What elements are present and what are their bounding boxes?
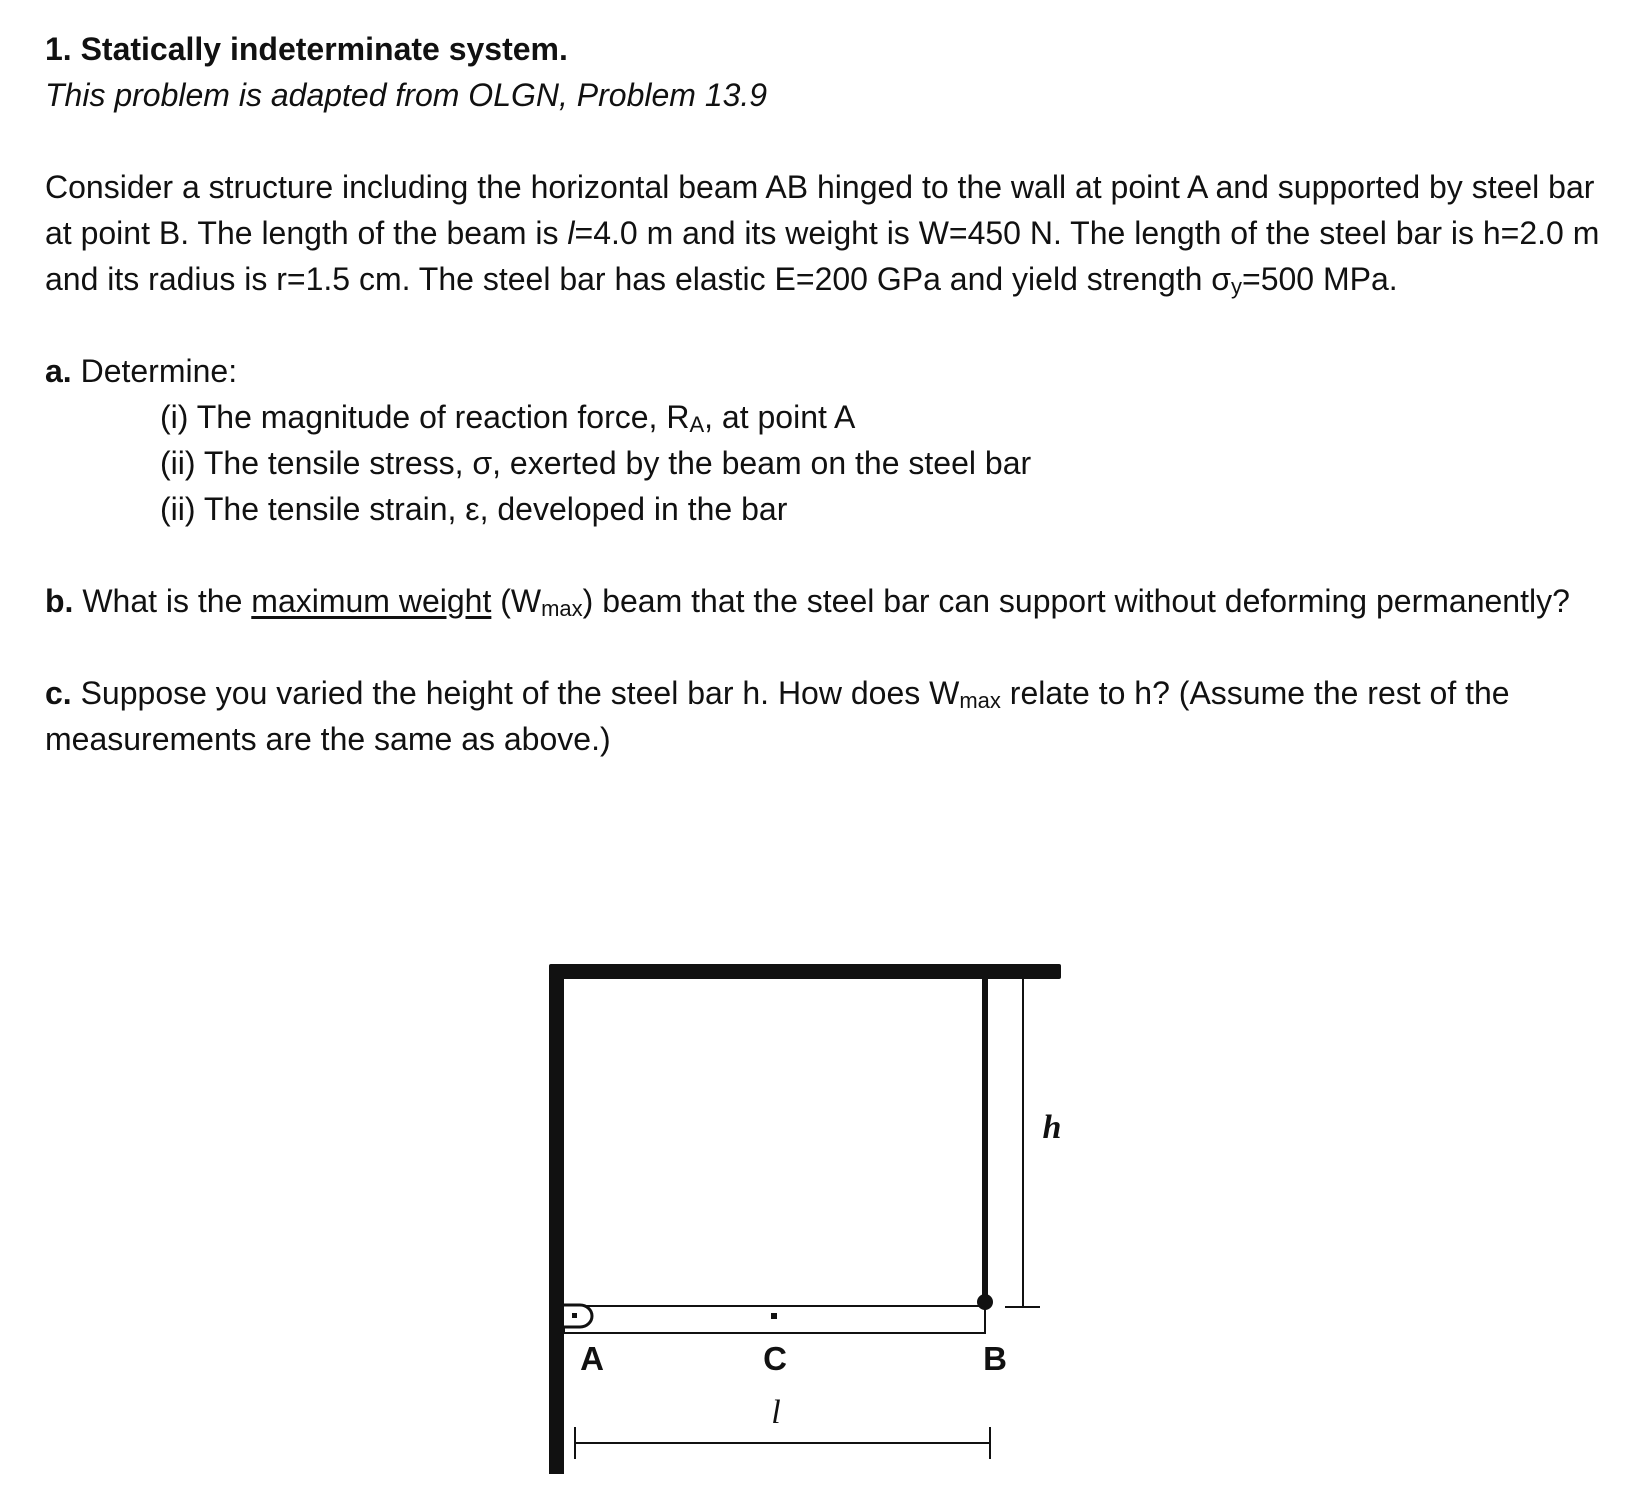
beam-ab: [564, 1306, 985, 1333]
part-b-text-1: What is the: [73, 583, 252, 619]
item-1-text-end: , at point A: [704, 399, 856, 435]
center-mass-c: [771, 1313, 777, 1319]
label-h: h: [1042, 1109, 1062, 1146]
label-a: A: [580, 1340, 604, 1377]
part-a-label: a.: [45, 353, 72, 389]
ceiling: [549, 964, 1061, 979]
part-a-item-1: [160, 394, 1605, 440]
part-c-text-2: relate to h? (Assume the rest of the measurements are the same as above.): [45, 675, 1510, 757]
part-b: [45, 578, 1605, 624]
hinge-a-icon: [564, 1305, 592, 1327]
wmax-subscript-c: max: [959, 688, 1001, 713]
part-a-heading: [45, 348, 1605, 394]
item-1-text: (i) The magnitude of reaction force, R: [160, 399, 690, 435]
label-c: C: [763, 1340, 787, 1377]
part-c-text-1: Suppose you varied the height of the steel bar h. How does W: [71, 675, 960, 711]
label-l: l: [771, 1394, 781, 1431]
problem-intro: [45, 164, 1605, 302]
yield-subscript: y: [1231, 274, 1243, 299]
part-a-text: Determine:: [71, 353, 238, 389]
hinge-pin: [572, 1313, 577, 1318]
part-a-item-3: (ii) The tensile strain, ε, developed in the bar: [160, 491, 788, 527]
part-b-label: b.: [45, 583, 74, 619]
reaction-subscript: A: [689, 412, 705, 437]
label-b: B: [983, 1340, 1007, 1377]
problem-title: 1. Statically indeterminate system.: [45, 31, 568, 67]
intro-text-1: Consider a structure including the horizontal beam AB hinged to the wall at point A and supported by steel bar at point B. The length of the beam is: [45, 169, 1595, 251]
part-a-item-2: (ii) The tensile stress, σ, exerted by the beam on the steel bar: [160, 445, 1032, 481]
part-a-list: [160, 394, 1605, 532]
length-symbol: l: [567, 215, 575, 251]
intro-text-3: =500 MPa.: [1242, 261, 1398, 297]
wall: [549, 968, 564, 1474]
steel-bar: [982, 979, 988, 1303]
part-b-underlined: maximum weight: [251, 583, 492, 619]
problem-document: [45, 26, 1605, 762]
intro-text-2: =4.0 m and its weight is W=450 N. The length of the steel bar is h=2.0 m and its radius is r=1.5 cm. The steel bar has elastic E=200 GPa and yield strength σ: [45, 215, 1600, 297]
part-c-label: c.: [45, 675, 72, 711]
part-b-text-3: ) beam that the steel bar can support without deforming permanently?: [582, 583, 1570, 619]
wmax-subscript-b: max: [541, 596, 583, 621]
problem-source: This problem is adapted from OLGN, Problem 13.9: [45, 77, 768, 113]
joint-b: [977, 1294, 993, 1310]
part-b-text-2: (W: [491, 583, 542, 619]
part-c: [45, 670, 1605, 762]
